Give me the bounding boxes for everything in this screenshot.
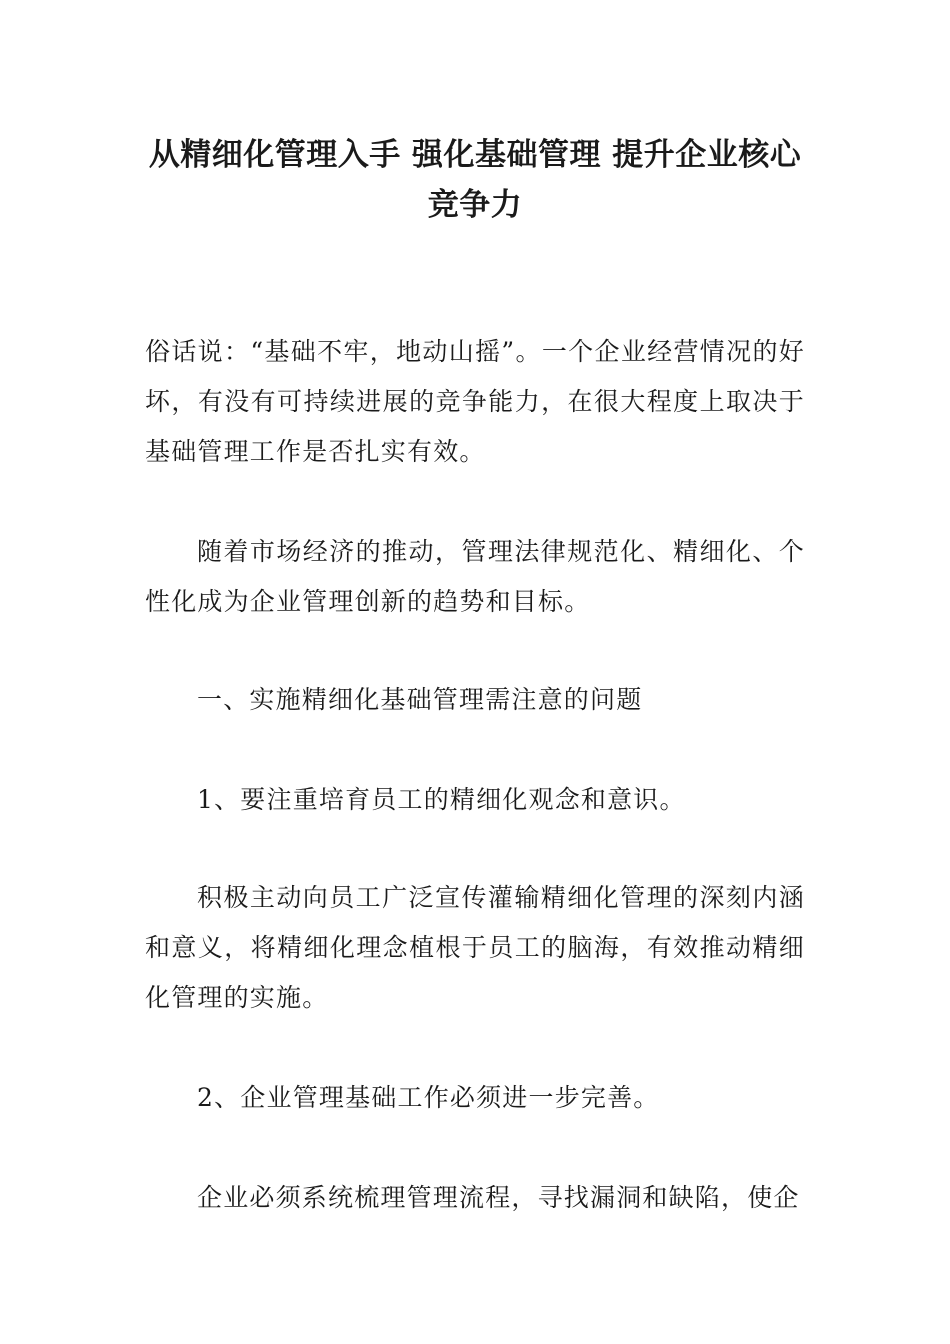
subheading-1: 1、要注重培育员工的精细化观念和意识。 [197,785,686,814]
paragraph-intro: 俗话说：“基础不牢，地动山摇”。一个企业经营情况的好坏，有没有可持续进展的竞争能力，在很大程度上取决于基础管理工作是否扎实有效。 [145,337,805,466]
paragraph-trend: 随着市场经济的推动，管理法律规范化、精细化、个性化成为企业管理创新的趋势和目标。 [145,537,805,616]
paragraph-awareness: 积极主动向员工广泛宣传灌输精细化管理的深刻内涵和意义，将精细化理念植根于员工的脑海，有效推动精细化管理的实施。 [145,883,805,1012]
section-heading-1: 一、实施精细化基础管理需注意的问题 [197,685,643,714]
subheading-2: 2、企业管理基础工作必须进一步完善。 [197,1083,660,1112]
document-title: 从精细化管理入手 强化基础管理 提升企业核心竞争力 [148,137,802,223]
paragraph-process: 企业必须系统梳理管理流程，寻找漏洞和缺陷，使企 [197,1183,800,1212]
